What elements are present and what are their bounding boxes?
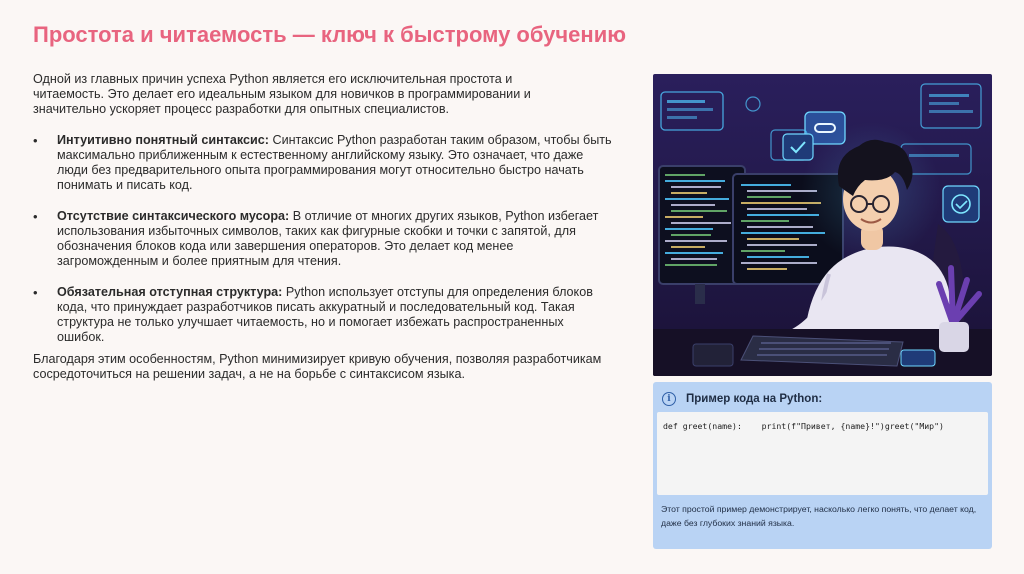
list-item (33, 209, 613, 269)
list-item-heading: Отсутствие синтаксического мусора: (57, 209, 290, 223)
list-item-heading: Обязательная отступная структура: (57, 285, 283, 299)
summary-paragraph: Благодаря этим особенностям, Python минимизирует кривую обучения, позволяя разработчикам сосредоточиться на решении задач, а не на борьбе с синтаксисом языка. (33, 352, 602, 381)
code-card-note: Этот простой пример демонстрирует, насколько легко понять, что делает код, даже без глубоких знаний языка. (661, 504, 977, 528)
code-card-title: Пример кода на Python: (686, 393, 823, 405)
info-icon: i (662, 392, 676, 406)
page-title: Простота и читаемость — ключ к быстрому обучению (33, 22, 627, 47)
feature-list (33, 133, 613, 361)
code-block: def greet(name): print(f"Привет, {name}!")greet("Мир") (657, 412, 988, 495)
list-item (33, 133, 613, 193)
intro-paragraph: Одной из главных причин успеха Python является его исключительная простота и читаемость. Это делает его идеальным языком для новичков в программировании и значительно ускоряет процесс разработки для опытных специалистов. (33, 72, 531, 116)
bullet-icon (33, 285, 38, 300)
code-card-header (662, 392, 822, 406)
code-example-card (653, 382, 992, 549)
bullet-icon (33, 133, 38, 148)
list-item-text: В отличие от многих других языков, Python избегает использования избыточных символов, таких как фигурные скобки и точки с запятой, для обозначения блоков кода или завершения операторов. Это делает код менее загроможденным и более приятным для чтения. (57, 209, 599, 268)
list-item-heading: Интуитивно понятный синтаксис: (57, 133, 269, 147)
list-item-text: Python использует отступы для определения блоков кода, что принуждает разработчиков писать аккуратный и последовательный код. Такая структура не только улучшает читаемость, но и помогает избежать распространенных ошибок. (57, 285, 593, 344)
list-item (33, 285, 613, 345)
list-item-text: Синтаксис Python разработан таким образом, чтобы быть максимально приближенным к естественному английскому языку. Это означает, что даже люди без предварительного опыта программирования могут относительно быстро начать понимать и писать код. (57, 133, 612, 192)
programmer-illustration (653, 74, 992, 376)
bullet-icon (33, 209, 38, 224)
